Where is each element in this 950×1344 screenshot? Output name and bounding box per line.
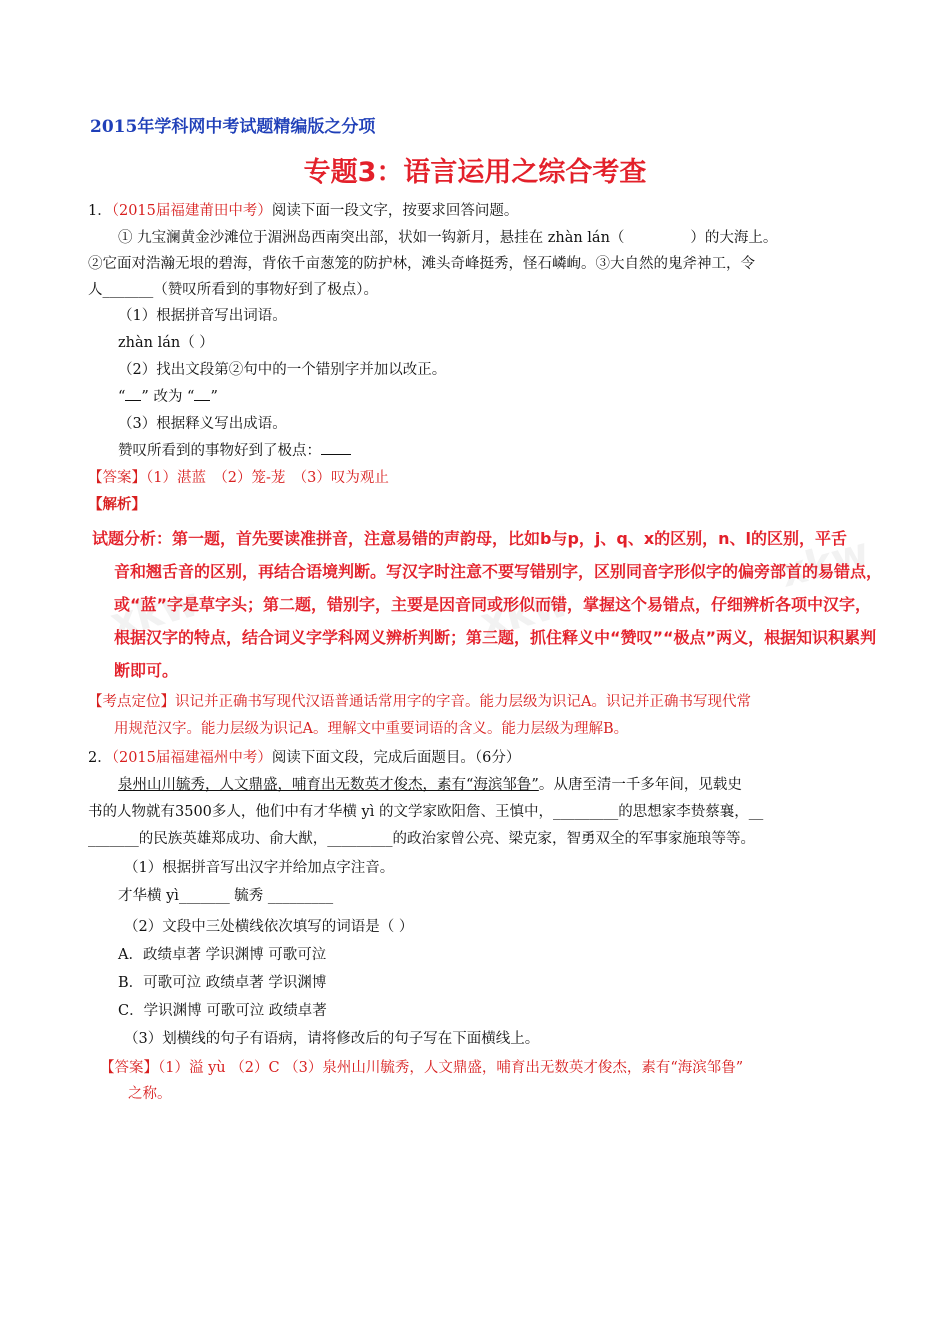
q1-sub2: （2）找出文段第②句中的一个错别字并加以改正。	[118, 362, 447, 378]
q1-passage-line1	[118, 226, 777, 247]
q2-sub3: （3）划横线的句子有语病，请将修改后的句子写在下面横线上。	[124, 1031, 540, 1047]
q1-source: （2015届福建莆田中考）	[111, 203, 272, 219]
q1-analysis-body: 音和翘舌音的区别，再结合语境判断。写汉字时注意不要写错别字，区别同音字形似字的偏旁部首的易错点，或“蓝”字是草字头；第二题，错别字，主要是因音同或形似而错，掌握这个易错点，仔细辨析各项中汉字，根据汉字的特点，结合词义字学科网义辨析判断；第三题，抓住释义中“赞叹”“极点”两义，根据知识积累判断即可。	[114, 562, 883, 680]
document-header: 2015年学科网中考试题精编版之分项	[90, 117, 376, 137]
q1-heading	[88, 199, 518, 220]
quote-close: ”	[210, 389, 218, 405]
q2-passage-text: 。从唐至清一千多年间，见载史	[538, 777, 742, 793]
q2-passage-line3: _______的民族英雄郑成功、俞大猷，_________的政治家曾公亮、梁克家，智勇双全的军事家施琅等等。	[88, 831, 755, 847]
q1-answer: 【答案】（1）湛蓝 （2）笼-茏 （3）叹为观止	[88, 470, 389, 486]
q2-passage-line2: 书的人物就有3500多人，他们中有才华横 yì 的文学家欧阳詹、王慎中，_________的思想家李贽蔡襄，__	[88, 804, 764, 820]
watermark-logo: xkw	[775, 529, 874, 597]
q2-sub2: （2）文段中三处横线依次填写的词语是（ ）	[124, 919, 414, 935]
q2-option-c: C．学识渊博 可歌可泣 政绩卓著	[118, 1003, 327, 1019]
q2-answer-line1: 【答案】（1）溢 yù （2）C （3）泉州山川毓秀，人文鼎盛，哺育出无数英才俊杰，素有“海滨邹鲁”	[100, 1060, 744, 1076]
q1-sub3-prompt: 赞叹所看到的事物好到了极点：	[118, 443, 321, 459]
q1-passage-line3: 人_______（赞叹所看到的事物好到了极点）。	[88, 282, 378, 298]
quote-open: “	[118, 389, 126, 405]
q1-sub2-blank	[118, 385, 218, 406]
q1-passage-text: ）的大海上。	[690, 230, 778, 246]
page-title: 专题3：语言运用之综合考查	[303, 157, 647, 188]
q1-number: 1．	[88, 203, 112, 219]
q2-source: （2015届福建福州中考）	[111, 750, 272, 766]
q2-answer-line2: 之称。	[128, 1086, 172, 1102]
q2-option-b: B．可歌可泣 政绩卓著 学识渊博	[118, 975, 327, 991]
q1-analysis-line1: 试题分析：第一题，首先要读准拼音，注意易错的声韵母，比如b与p，j、q、x的区别，n、l的区别，平舌	[92, 529, 848, 548]
q1-passage-text: ① 九宝澜黄金沙滩位于湄洲岛西南突出部，状如一钩新月，悬挂在 zhàn lán（	[118, 230, 625, 246]
q2-option-a: A．政绩卓著 学识渊博 可歌可泣	[118, 947, 327, 963]
watermark-logo: xkw	[105, 579, 204, 647]
q1-sub1: （1）根据拼音写出词语。	[118, 308, 287, 324]
q2-instruction: 阅读下面文段，完成后面题目。（6分）	[271, 750, 521, 766]
q1-kaodian-line1: 【考点定位】识记并正确书写现代汉语普通话常用字的字音。能力层级为识记A。识记并正确书写现代常	[88, 694, 751, 710]
q1-analysis-label: 【解析】	[88, 496, 146, 513]
q1-analysis-text	[92, 522, 882, 687]
q2-passage-line1	[118, 773, 742, 794]
q2-underlined-sentence: 泉州山川毓秀，人文鼎盛，哺育出无数英才俊杰，素有“海滨邹鲁”	[118, 777, 539, 793]
q1-passage-line2: ②它面对浩瀚无垠的碧海，背依千亩葱笼的防护林，滩头奇峰挺秀，怪石嶙峋。③大自然的鬼斧神工，令	[88, 256, 755, 272]
q1-sub1-blank: zhàn lán（ ）	[118, 335, 214, 351]
change-to-text: ” 改为 “	[141, 389, 195, 405]
q1-kaodian-line2: 用规范汉字。能力层级为识记A。理解文中重要词语的含义。能力层级为理解B。	[114, 721, 629, 737]
q2-sub1-blank: 才华横 yì_______ 毓秀 _________	[118, 888, 334, 904]
q2-number: 2．	[88, 750, 112, 766]
watermark-logo: xkw	[475, 579, 574, 647]
q1-sub3: （3）根据释义写出成语。	[118, 416, 287, 432]
q2-sub1: （1）根据拼音写出汉字并给加点字注音。	[124, 860, 395, 876]
q1-sub3-blank	[118, 439, 351, 460]
q1-instruction: 阅读下面一段文字，按要求回答问题。	[271, 203, 519, 219]
q2-heading	[88, 746, 520, 767]
